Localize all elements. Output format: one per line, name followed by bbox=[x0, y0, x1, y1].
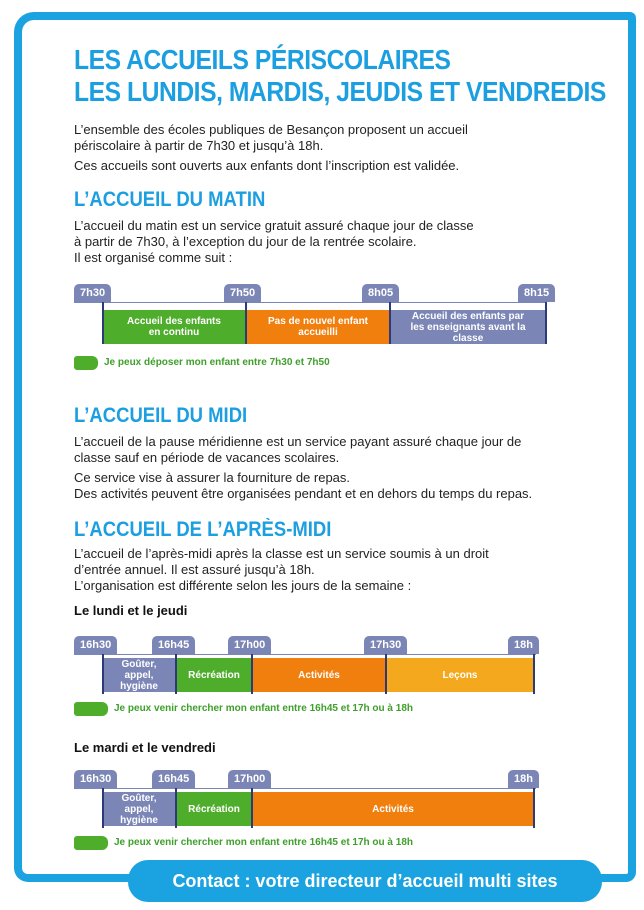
marker-line bbox=[533, 788, 535, 828]
segment-accueil-enseignants bbox=[390, 310, 546, 344]
segment-activites bbox=[252, 792, 534, 826]
segment-label: Accueil des enfants par bbox=[411, 310, 525, 322]
tick-16h30: 16h30 bbox=[74, 770, 117, 788]
intro-line-2: périscolaire à partir de 7h30 et jusqu’à 18h. bbox=[74, 138, 324, 153]
segment-label: les enseignants avant la classe bbox=[410, 321, 526, 344]
tick-16h45: 16h45 bbox=[152, 636, 195, 654]
tick-8h15: 8h15 bbox=[518, 284, 555, 302]
tick-16h30: 16h30 bbox=[74, 636, 117, 654]
segment-label: Accueil des enfants bbox=[127, 316, 221, 327]
tick-16h45: 16h45 bbox=[152, 770, 195, 788]
tick-17h00: 17h00 bbox=[228, 636, 271, 654]
segment-label: Récréation bbox=[188, 803, 240, 815]
legend-text: Je peux déposer mon enfant entre 7h30 et 7h50 bbox=[104, 357, 330, 368]
timeline-axis bbox=[74, 654, 536, 655]
marker-line bbox=[102, 654, 104, 694]
marker-line bbox=[389, 302, 391, 344]
legend-text: Je peux venir chercher mon enfant entre 16h45 et 17h ou à 18h bbox=[114, 703, 413, 714]
segment-accueil-continu bbox=[102, 310, 246, 344]
marker-line bbox=[175, 788, 177, 828]
segment-lecons bbox=[386, 658, 534, 692]
marker-line bbox=[102, 302, 104, 344]
contact-banner: Contact : votre directeur d’accueil multi sites bbox=[128, 860, 602, 902]
timeline-lundi-jeudi bbox=[74, 636, 554, 706]
segment-gouter bbox=[102, 792, 176, 826]
midi-line-4: Des activités peuvent être organisées pendant et en dehors du temps du repas. bbox=[74, 486, 533, 501]
tick-17h30: 17h30 bbox=[364, 636, 407, 654]
marker-line bbox=[175, 654, 177, 694]
midi-paragraph bbox=[74, 434, 634, 466]
segment-label: Activités bbox=[298, 669, 340, 681]
matin-line-1: L’accueil du matin est un service gratuit assuré chaque jour de classe bbox=[74, 218, 474, 233]
segment-recreation bbox=[176, 658, 252, 692]
title-line-1: LES ACCUEILS PÉRISCOLAIRES bbox=[74, 44, 451, 75]
segment-activites bbox=[252, 658, 386, 692]
segment-label: accueilli bbox=[298, 327, 338, 338]
tick-7h50: 7h50 bbox=[224, 284, 261, 302]
apres-midi-line-2: d’entrée annuel. Il est assuré jusqu’à 18h. bbox=[74, 562, 315, 577]
segment-gouter bbox=[102, 658, 176, 692]
midi-line-3: Ce service vise à assurer la fourniture de repas. bbox=[74, 470, 351, 485]
tick-18h: 18h bbox=[508, 636, 539, 654]
section-heading-midi: L’ACCUEIL DU MIDI bbox=[74, 404, 248, 427]
legend-swatch bbox=[74, 836, 108, 850]
section-heading-matin: L’ACCUEIL DU MATIN bbox=[74, 188, 266, 211]
apres-midi-line-3: L’organisation est différente selon les jours de la semaine : bbox=[74, 578, 412, 593]
midi-paragraph-2 bbox=[74, 470, 634, 502]
legend-text: Je peux venir chercher mon enfant entre 16h45 et 17h ou à 18h bbox=[114, 837, 413, 848]
timeline-matin bbox=[74, 284, 554, 354]
matin-paragraph bbox=[74, 218, 634, 266]
marker-line bbox=[533, 654, 535, 694]
marker-line bbox=[545, 302, 547, 344]
intro-paragraph-2: Ces accueils sont ouverts aux enfants dont l’inscription est validée. bbox=[74, 158, 460, 173]
segment-label: hygiène bbox=[120, 814, 158, 826]
timeline-mardi-vendredi bbox=[74, 770, 554, 840]
midi-line-2: classe sauf en période de vacances scolaires. bbox=[74, 450, 340, 465]
matin-line-2: à partir de 7h30, à l’exception du jour de la rentrée scolaire. bbox=[74, 234, 417, 249]
intro-paragraph bbox=[74, 122, 634, 154]
tick-17h00: 17h00 bbox=[228, 770, 271, 788]
segment-pas-nouvel-enfant bbox=[246, 310, 390, 344]
tick-8h05: 8h05 bbox=[362, 284, 399, 302]
segment-label: Pas de nouvel enfant bbox=[267, 316, 369, 327]
legend-swatch bbox=[74, 702, 108, 716]
segment-label: en continu bbox=[148, 327, 200, 338]
segment-label: hygiène bbox=[120, 680, 158, 692]
segment-label: Récréation bbox=[188, 669, 240, 681]
subheading-mardi-vendredi: Le mardi et le vendredi bbox=[74, 740, 216, 755]
tick-7h30: 7h30 bbox=[74, 284, 111, 302]
segment-label: Goûter, appel, bbox=[121, 658, 157, 681]
marker-line bbox=[251, 788, 253, 828]
title-line-2: LES LUNDIS, MARDIS, JEUDIS ET VENDREDIS bbox=[74, 76, 606, 107]
apres-midi-paragraph bbox=[74, 546, 634, 594]
apres-midi-line-1: L’accueil de l’après-midi après la classe est un service soumis à un droit bbox=[74, 546, 489, 561]
tick-18h: 18h bbox=[508, 770, 539, 788]
intro-line-1: L’ensemble des écoles publiques de Besançon proposent un accueil bbox=[74, 122, 468, 137]
segment-label: Activités bbox=[372, 803, 414, 815]
timeline-axis bbox=[74, 788, 536, 789]
marker-line bbox=[385, 654, 387, 694]
marker-line bbox=[245, 302, 247, 344]
segment-label: Goûter, appel, bbox=[121, 792, 157, 815]
subheading-lundi-jeudi: Le lundi et le jeudi bbox=[74, 603, 188, 618]
segment-label: Leçons bbox=[442, 669, 478, 681]
matin-line-3: Il est organisé comme suit : bbox=[74, 250, 233, 265]
marker-line bbox=[102, 788, 104, 828]
marker-line bbox=[251, 654, 253, 694]
segment-recreation bbox=[176, 792, 252, 826]
page-title bbox=[74, 44, 606, 108]
midi-line-1: L’accueil de la pause méridienne est un service payant assuré chaque jour de bbox=[74, 434, 522, 449]
timeline-axis bbox=[74, 302, 546, 303]
legend-swatch bbox=[74, 356, 98, 370]
section-heading-apres-midi: L’ACCUEIL DE L’APRÈS-MIDI bbox=[74, 518, 332, 541]
